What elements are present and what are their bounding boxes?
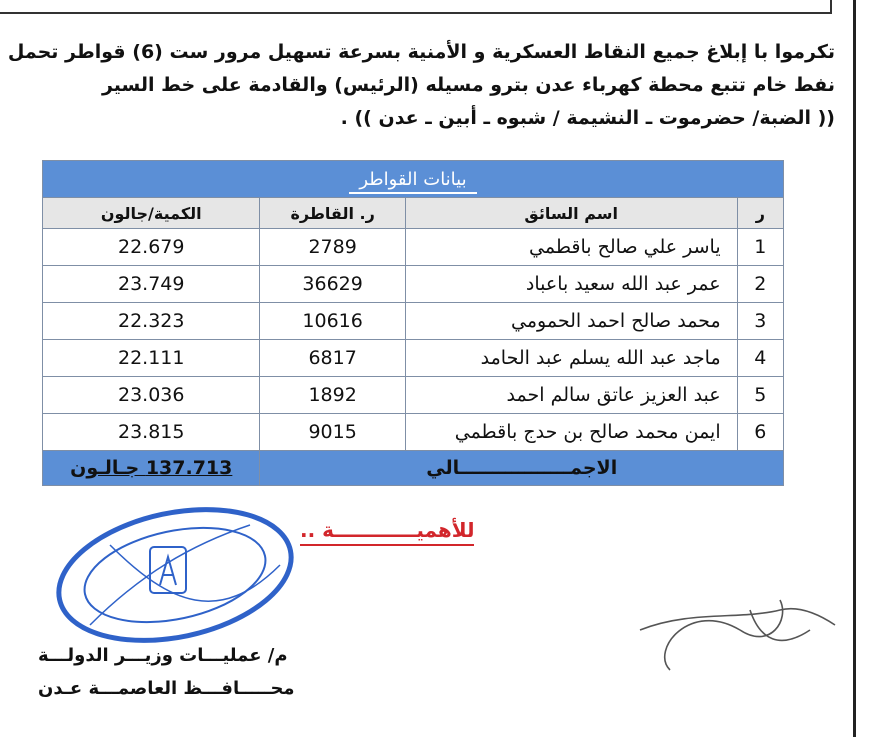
office-stamp — [50, 505, 310, 655]
letter-line-1: تكرموا با إبلاغ جميع النقاط العسكرية و الأمنية بسرعة تسهيل مرور ست (6) قواطر تحمل — [7, 41, 835, 63]
row-num: 1 — [737, 229, 783, 266]
header-tanker: ر. القاطرة — [260, 198, 405, 229]
row-qty: 22.679 — [43, 229, 260, 266]
signature-office: محـــــافـــظ العاصمـــة عـدن — [38, 678, 295, 699]
row-num: 6 — [737, 414, 783, 451]
table-row — [43, 414, 784, 451]
row-num: 2 — [737, 266, 783, 303]
row-tanker: 2789 — [260, 229, 405, 266]
row-num: 5 — [737, 377, 783, 414]
header-qty: الكمية/جالون — [43, 198, 260, 229]
row-tanker: 1892 — [260, 377, 405, 414]
total-value: 137.713 جـالـون — [43, 451, 260, 486]
table-row — [43, 266, 784, 303]
table-row — [43, 229, 784, 266]
row-tanker: 10616 — [260, 303, 405, 340]
row-driver: ماجد عبد الله يسلم عبد الحامد — [405, 340, 737, 377]
row-qty: 22.323 — [43, 303, 260, 340]
total-label: الاجمـــــــــــــــــالي — [260, 451, 784, 486]
row-qty: 23.036 — [43, 377, 260, 414]
table-header-row — [43, 198, 784, 229]
table-total-row — [43, 451, 784, 486]
page-top-border — [0, 0, 832, 14]
signature-title: م/ عمليـــات وزيـــر الدولـــة — [38, 645, 288, 666]
row-driver: محمد صالح احمد الحمومي — [405, 303, 737, 340]
table-title: بيانات القواطر — [43, 161, 784, 198]
row-driver: ياسر علي صالح باقطمي — [405, 229, 737, 266]
letter-line-2: نفط خام تتبع محطة كهرباء عدن بترو مسيله (الرئيس) والقادمة على خط السير — [101, 74, 835, 96]
row-qty: 22.111 — [43, 340, 260, 377]
importance-label — [300, 518, 474, 542]
table-row — [43, 340, 784, 377]
header-driver: اسم السائق — [405, 198, 737, 229]
tankers-table — [42, 160, 784, 486]
page-right-border — [853, 0, 856, 737]
row-driver: عبد العزيز عاتق سالم احمد — [405, 377, 737, 414]
table-row — [43, 303, 784, 340]
handwritten-signature — [630, 590, 840, 690]
row-qty: 23.749 — [43, 266, 260, 303]
row-num: 4 — [737, 340, 783, 377]
header-num: ر — [737, 198, 783, 229]
letter-line-3: (( الضبة/ حضرموت ـ النشيمة / شبوه ـ أبين ـ عدن )) . — [340, 107, 835, 129]
row-qty: 23.815 — [43, 414, 260, 451]
row-driver: ايمن محمد صالح بن حدج باقطمي — [405, 414, 737, 451]
table-title-row — [43, 161, 784, 198]
row-num: 3 — [737, 303, 783, 340]
importance-text: للأهميــــــــــــة .. — [300, 518, 474, 546]
row-tanker: 36629 — [260, 266, 405, 303]
table-row — [43, 377, 784, 414]
row-tanker: 9015 — [260, 414, 405, 451]
row-driver: عمر عبد الله سعيد باعباد — [405, 266, 737, 303]
letter-body — [7, 36, 835, 135]
row-tanker: 6817 — [260, 340, 405, 377]
